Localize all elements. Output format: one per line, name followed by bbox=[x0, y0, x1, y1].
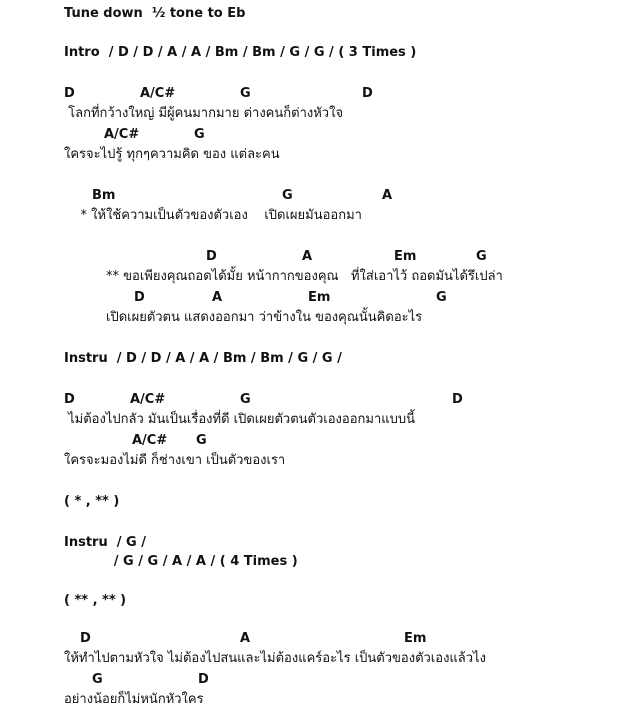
lyric-line: ให้ทำไปตามหัวใจ ไม่ต้องไปสนและไม่ต้องแคร์อะไร เป็นตัวของตัวเองแล้วไง bbox=[64, 651, 486, 666]
chord-label: D bbox=[64, 392, 75, 407]
chord-label: Em bbox=[394, 249, 417, 264]
chord-label: D bbox=[206, 249, 217, 264]
chord-line bbox=[64, 187, 564, 205]
chord-label: D bbox=[198, 672, 209, 687]
lyric-line: * ให้ใช้ความเป็นตัวของตัวเอง เปิดเผยมันออกมา bbox=[64, 208, 362, 223]
chord-label: Em bbox=[308, 290, 331, 305]
chord-label: G bbox=[476, 249, 487, 264]
intro-line: Intro / D / D / A / A / Bm / Bm / G / G / ( 3 Times ) bbox=[64, 45, 417, 60]
chord-label: A/C# bbox=[132, 433, 168, 448]
chord-label: Bm bbox=[92, 188, 116, 203]
lyric-line: ** ขอเพียงคุณถอดได้มั้ย หน้ากากของคุณ ที่ใส่เอาไว้ ถอดมันได้รึเปล่า bbox=[106, 269, 503, 284]
repeat-marker: ( * , ** ) bbox=[64, 494, 120, 509]
chord-label: G bbox=[436, 290, 447, 305]
instru-line: / G / G / A / A / ( 4 Times ) bbox=[64, 554, 298, 569]
chord-line bbox=[64, 391, 564, 409]
chord-line bbox=[64, 289, 564, 307]
chord-label: A/C# bbox=[140, 86, 176, 101]
chord-label: G bbox=[92, 672, 103, 687]
lyric-line: โลกที่กว้างใหญ่ มีผู้คนมากมาย ต่างคนก็ต่างหัวใจ bbox=[64, 106, 344, 121]
instru-line: Instru / D / D / A / A / Bm / Bm / G / G / bbox=[64, 351, 342, 366]
repeat-marker: ( ** , ** ) bbox=[64, 593, 127, 608]
chord-label: A bbox=[382, 188, 393, 203]
chord-label: A bbox=[302, 249, 313, 264]
chord-label: A bbox=[240, 631, 251, 646]
chord-label: A bbox=[212, 290, 223, 305]
lyric-line: ใครจะไปรู้ ทุกๆความคิด ของ แต่ละคน bbox=[64, 147, 280, 162]
chord-line bbox=[64, 248, 564, 266]
chord-label: D bbox=[80, 631, 91, 646]
chord-line bbox=[64, 85, 564, 103]
lyric-line: ใครจะมองไม่ดี ก็ช่างเขา เป็นตัวของเรา bbox=[64, 453, 286, 468]
chord-label: A/C# bbox=[130, 392, 166, 407]
chord-label: G bbox=[240, 392, 251, 407]
lyric-line: เปิดเผยตัวตน แสดงออกมา ว่าข้างใน ของคุณนั้นคิดอะไร bbox=[106, 310, 423, 325]
lyric-line: ไม่ต้องไปกลัว มันเป็นเรื่องที่ดี เปิดเผยตัวตนตัวเองออกมาแบบนี้ bbox=[64, 412, 416, 427]
chord-line bbox=[64, 126, 564, 144]
chord-label: G bbox=[194, 127, 205, 142]
chord-label: Em bbox=[404, 631, 427, 646]
chord-label: G bbox=[240, 86, 251, 101]
chord-line bbox=[64, 671, 564, 689]
chord-label: D bbox=[452, 392, 463, 407]
chord-line bbox=[64, 630, 564, 648]
chord-label: D bbox=[64, 86, 75, 101]
chord-label: A/C# bbox=[104, 127, 140, 142]
chord-label: D bbox=[362, 86, 373, 101]
chord-label: D bbox=[134, 290, 145, 305]
chord-label: G bbox=[282, 188, 293, 203]
instru-line: Instru / G / bbox=[64, 535, 146, 550]
lyric-line: อย่างน้อยก็ไม่หนักหัวใคร bbox=[64, 692, 204, 707]
chord-label: G bbox=[196, 433, 207, 448]
tuning-note: Tune down ½ tone to Eb bbox=[64, 6, 246, 21]
chord-line bbox=[64, 432, 564, 450]
